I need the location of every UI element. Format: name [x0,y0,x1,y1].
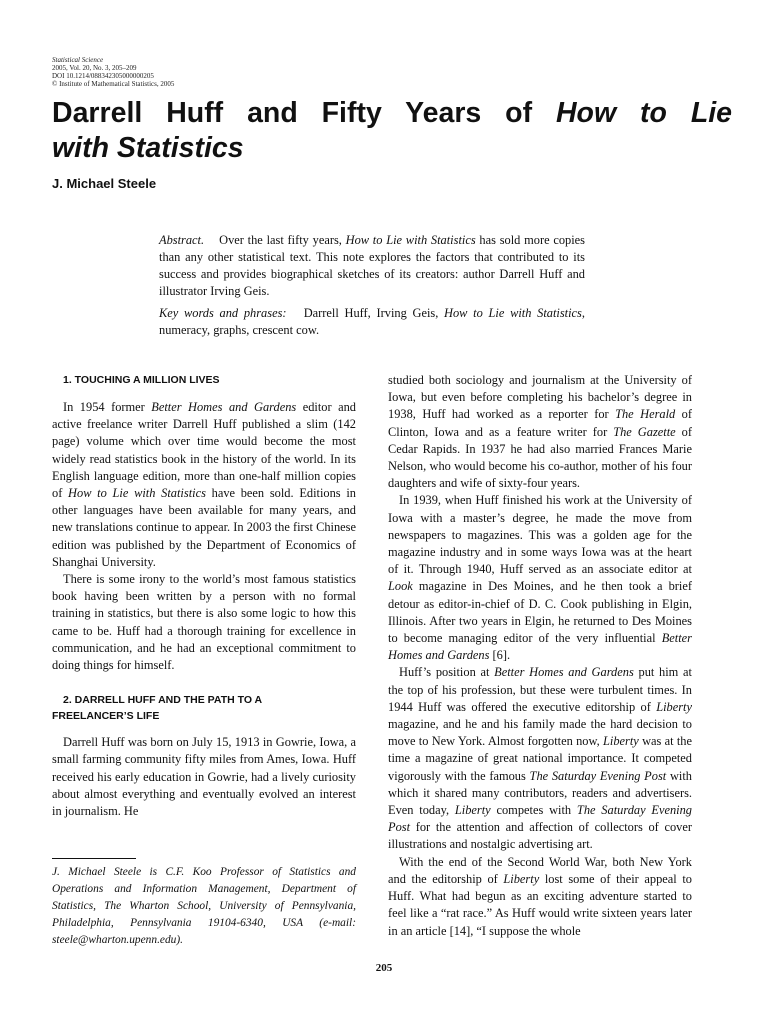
title-book-italic-2: with Statistics [52,132,244,164]
text: with which it shared many contributors, readers and advertisers. Even today, [388,768,692,818]
magazine-name: Look [388,579,413,594]
section-1-paragraph-1 [52,399,356,571]
text: With the end of the Second World War, both New York and the editorship of [388,854,692,886]
magazine-name: Better Homes and Gardens [151,400,297,414]
section-2-heading-line-1: 2. DARRELL HUFF AND THE PATH TO A [63,694,263,707]
paper-title-line-2 [52,131,732,165]
text: lost some of their appeal to Huff. What had begun as an exciting adventure started to feel like a “rat race.” As Huff would write sixteen years later in an article [14], “I suppose the whole [388,871,693,938]
magazine-name: Better Homes and Gardens [494,665,634,680]
journal-name: Statistical Science [52,56,104,64]
text: magazine, and he and his family made the hard decision to move to New York. Almost forgotten now, [388,717,692,749]
text: In 1939, when Huff finished his work at the University of Iowa with a master’s degree, he made the move from newspapers to magazines. This was a golden age for the magazine industry and in some ways Iowa was at the heart of it. Through 1940, Huff served as an associate editor at [388,493,692,577]
title-book-italic: How to Lie [555,97,733,129]
right-paragraph-2 [388,492,692,664]
footnote-rule [52,858,136,859]
author-footnote: J. Michael Steele is C.F. Koo Professor of Statistics and Operations and Information Management, Department of Statistics, The Wharton School, University of Pennsylvania, Philadelphia, Pennsylvania 19104-6340, USA (e-mail: steele@wharton.upenn.edu). [52,866,356,946]
abstract-label: Abstract. [159,233,205,247]
text: put him at the top of his profession, but these were turbulent times. In 1944 Huff was offered the executive editorship of [388,665,692,714]
title-text: Darrell Huff and Fifty Years of [52,97,556,129]
page-number: 205 [375,962,393,974]
journal-doi: DOI 10.1214/088342305000000205 [52,72,154,80]
journal-volume: 2005, Vol. 20, No. 3, 205–209 [52,64,137,72]
section-1-heading: 1. TOUCHING A MILLION LIVES [63,374,220,386]
book-title: How to Lie with Statistics [68,486,206,501]
keywords [159,305,585,339]
magazine-name: The Saturday Evening Post [388,803,692,835]
text: Huff’s position at [399,665,495,680]
abstract [159,232,585,300]
text: of Cedar Rapids. In 1937 he had also married Frances Marie Nelson, who would become his co-author, mother of his four daughters and wife of sixty-four years. [388,424,692,491]
keywords-label: Key words and phrases: [159,306,287,320]
magazine-name: The Saturday Evening Post [529,768,667,783]
text: for the attention and affection of collectors of cover illustrations and nostalgic advertising art. [388,820,692,852]
keywords-book: How to Lie with Statistics [444,306,582,320]
text: magazine in Des Moines, and he then took a brief detour as editor-in-chief of D. C. Cook publishing in Elgin, Illinois. After two years in Elgin, he returned to Des Moines to become managing editor of the very influential [388,579,692,646]
newspaper-name: The Gazette [613,424,676,439]
right-column [388,372,692,940]
text: of Clinton, Iowa and as a feature writer for [388,407,692,439]
text: editor and active freelance writer Darrell Huff published a slim (142 page) volume which over time would become the most widely read statistics book in the history of the world. In its English language edition, more than one-half million copies of [52,400,356,501]
keywords-text-2: , numeracy, graphs, crescent cow. [159,306,585,337]
section-2-heading [52,692,356,724]
newspaper-name: The Herald [615,407,676,422]
text: have been sold. Editions in other languages have been available for many years, and new translations continue to appear. In 2003 the first Chinese edition was published by the Department of Economics of Shanghai University. [52,486,356,569]
magazine-name: Liberty [656,699,692,714]
keywords-text: Darrell Huff, Irving Geis, [303,306,445,320]
journal-copyright: © Institute of Mathematical Statistics, 2005 [52,80,175,88]
magazine-name: Better Homes and Gardens [388,631,692,663]
abstract-book: How to Lie with Statistics [345,233,476,247]
magazine-name: Liberty [454,803,491,818]
left-column [52,372,356,820]
right-paragraph-4 [388,854,692,940]
text: In 1954 former [63,400,152,414]
section-2-paragraph-1: Darrell Huff was born on July 15, 1913 in Gowrie, Iowa, a small farming community fifty miles from Ames, Iowa. Huff received his early education in Gowrie, had a lively curiosity about almost everything and eventually evolved an interest in journalism. He [52,735,356,819]
author-name: J. Michael Steele [52,176,157,191]
right-paragraph-3 [388,664,692,853]
magazine-name: Liberty [603,734,639,749]
magazine-name: Liberty [503,871,540,886]
journal-info [52,56,174,88]
abstract-text: Over the last fifty years, [219,233,346,247]
section-2-heading-line-2: FREELANCER’S LIFE [52,710,160,723]
text: [6]. [489,648,511,663]
paper-title-line-1 [52,96,732,130]
text: studied both sociology and journalism at the University of Iowa, but even before completing his bachelor’s degree in 1938, Huff had worked as a reporter for [388,373,692,422]
right-paragraph-1 [388,372,692,492]
abstract-text-2: has sold more copies than any other statistical text. This note explores the factors that contributed to its success and provides biographical sketches of its creators: author Darrell Huff and illustrator Irving Geis. [159,233,585,298]
section-1-paragraph-2: There is some irony to the world’s most famous statistics book having been written by a person with no formal training in statistics, but there is also some logic to how this came to be. Huff had a thorough training for excellence in communication, and he had an exceptional commitment to doing things for himself. [52,572,356,673]
text: competes with [490,803,577,818]
text: was at the time a magazine of great national importance. It competed vigorously with the famous [388,734,692,783]
